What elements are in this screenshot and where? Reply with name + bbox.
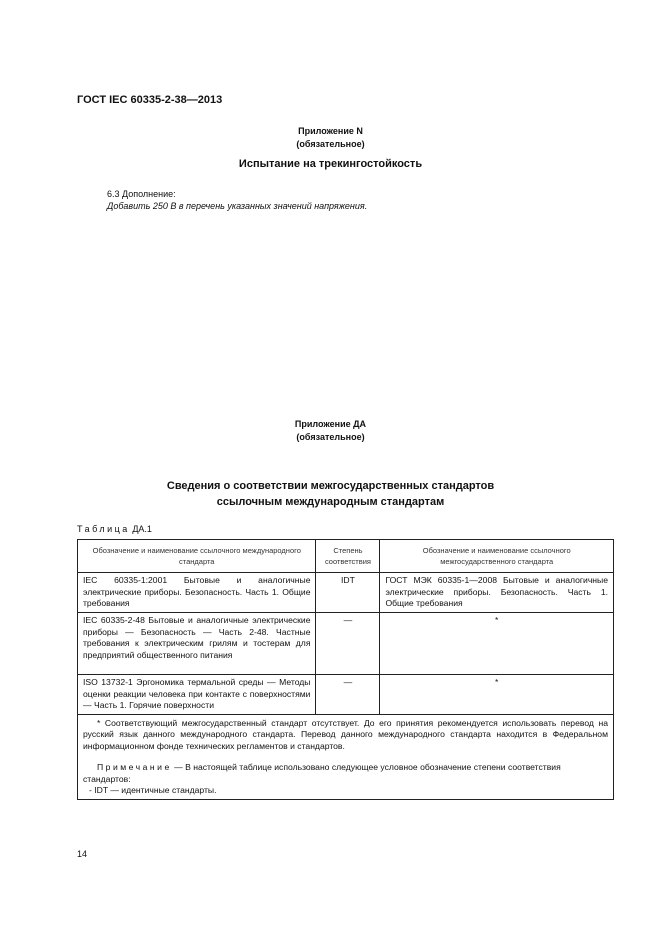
annex-n-title: Приложение N: [298, 126, 363, 136]
table-cell: IEC 60335-1:2001 Бытовые и аналогичные электрические приборы. Безопасность. Часть 1. Общие требования: [78, 573, 316, 613]
table-cell: ГОСТ МЭК 60335-1—2008 Бытовые и аналогичные электрические приборы. Безопасность. Часть 1. Общие требования: [380, 573, 614, 613]
table-footer-row: [78, 714, 614, 799]
annex-da-heading-1: Сведения о соответствии межгосударственных стандартов: [166, 480, 495, 492]
document-header: ГОСТ IEC 60335-2-38—2013: [77, 94, 223, 106]
table-cell: IDT: [316, 573, 380, 613]
correspondence-table: [77, 539, 614, 800]
table-header-row: [78, 540, 614, 573]
annex-da-status: (обязательное): [296, 432, 365, 442]
table-footnote: * Соответствующий межгосударственный стандарт отсутствует. До его принятия рекомендуется использовать перевод на русский язык данного международного стандарта. Перевод данного международного стандарта находится в Федеральном информационном фонде технических регламентов и стандартов.: [83, 717, 608, 751]
header-intl-standard: Обозначение и наименование ссылочного международного стандарта: [78, 540, 316, 573]
table-row: [78, 675, 614, 715]
annex-n-status: (обязательное): [296, 139, 365, 149]
table-cell: *: [380, 613, 614, 675]
annex-da-heading-2: ссылочным международным стандартам: [216, 496, 445, 508]
header-interstate-standard: Обозначение и наименование ссылочного межгосударственного стандарта: [380, 540, 614, 573]
table-cell: IEC 60335-2-48 Бытовые и аналогичные электрические приборы — Безопасность — Часть 2-48. Частные требования к электрическим грилям и тостерам для предприятий общественного питания: [78, 613, 316, 675]
clause-text: Добавить 250 В в перечень указанных значений напряжения.: [107, 201, 368, 211]
table-cell: —: [316, 613, 380, 675]
table-row: [78, 613, 614, 675]
table-note: Примечание — В настоящей таблице использовано следующее условное обозначение степени соответствия стандартов:: [83, 762, 561, 784]
page-number: 14: [77, 849, 88, 859]
table-row: [78, 573, 614, 613]
annex-n-heading: Испытание на трекингостойкость: [238, 158, 423, 170]
table-note-item: - IDT — идентичные стандарты.: [89, 785, 217, 795]
table-cell: —: [316, 675, 380, 715]
clause-label: 6.3 Дополнение:: [107, 189, 176, 199]
header-degree: Степень соответствия: [316, 540, 380, 573]
table-cell: *: [380, 675, 614, 715]
table-cell: ISO 13732-1 Эргономика термальной среды — Методы оценки реакции человека при контакте с поверхностями — Часть 1. Горячие поверхности: [78, 675, 316, 715]
annex-da-title: Приложение ДА: [294, 419, 367, 429]
table-caption: Таблица ДА.1: [77, 524, 152, 534]
